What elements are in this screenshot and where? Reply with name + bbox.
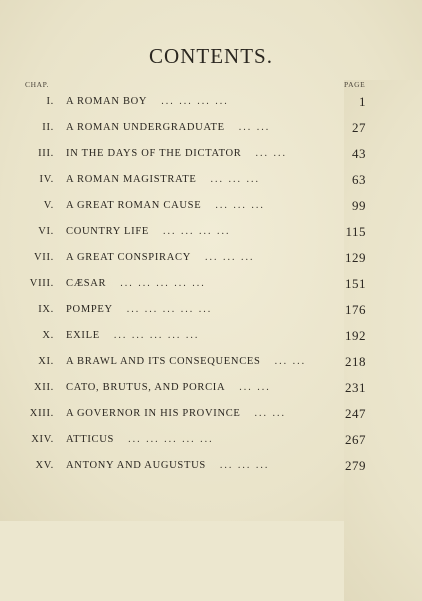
leader-dots: ... ... ... ... ... bbox=[128, 434, 214, 445]
chapter-title-line bbox=[66, 278, 206, 289]
chapter-title-line bbox=[66, 122, 270, 133]
chapter-title: A GREAT ROMAN CAUSE bbox=[66, 200, 202, 211]
chapter-title: A ROMAN BOY bbox=[66, 96, 148, 107]
chapter-title: A ROMAN UNDERGRADUATE bbox=[66, 122, 225, 133]
leader-dots: ... ... ... bbox=[205, 252, 255, 263]
page-column-header: PAGE bbox=[344, 80, 422, 601]
leader-dots: ... ... bbox=[254, 408, 287, 419]
toc-entry bbox=[0, 220, 422, 246]
leader-dots: ... ... ... bbox=[210, 174, 260, 185]
toc-entry bbox=[0, 350, 422, 376]
chapter-title-line bbox=[66, 382, 271, 393]
leader-dots: ... ... ... bbox=[219, 460, 270, 471]
toc-entry bbox=[0, 90, 422, 116]
toc-entry bbox=[0, 298, 422, 324]
page-number: 267 bbox=[345, 432, 366, 447]
toc-entry bbox=[0, 402, 422, 428]
chapter-title-line bbox=[66, 408, 286, 419]
chapter-number: XI. bbox=[38, 356, 54, 367]
toc-entry bbox=[0, 246, 422, 272]
chapter-title: ATTICUS bbox=[66, 434, 115, 445]
page-number: 218 bbox=[345, 354, 366, 369]
chapter-title: CÆSAR bbox=[66, 278, 107, 289]
page-number: 176 bbox=[345, 302, 366, 317]
chapter-title: A GREAT CONSPIRACY bbox=[66, 252, 192, 263]
chapter-number: I. bbox=[46, 96, 54, 107]
page-number: 63 bbox=[352, 172, 366, 187]
page-number: 115 bbox=[345, 224, 366, 239]
chapter-title: POMPEY bbox=[66, 304, 113, 315]
chapter-number: XIV. bbox=[31, 434, 54, 445]
page-number: 1 bbox=[359, 94, 366, 109]
page-number: 231 bbox=[345, 380, 366, 395]
leader-dots: ... ... ... ... bbox=[162, 226, 231, 237]
page-number: 27 bbox=[352, 120, 366, 135]
chapter-title: EXILE bbox=[66, 330, 100, 341]
chapter-title: A ROMAN MAGISTRATE bbox=[66, 174, 197, 185]
toc-entry bbox=[0, 324, 422, 350]
chapter-title: CATO, BRUTUS, AND PORCIA bbox=[66, 382, 226, 393]
toc-entry bbox=[0, 116, 422, 142]
toc-entry bbox=[0, 428, 422, 454]
page-title: CONTENTS. bbox=[149, 44, 273, 68]
chapter-number: VII. bbox=[33, 252, 54, 263]
chapter-title-line bbox=[66, 330, 199, 341]
chapter-title-line bbox=[66, 460, 269, 471]
chapter-title-line bbox=[66, 434, 214, 445]
chapter-number: II. bbox=[42, 122, 54, 133]
chapter-number: V. bbox=[43, 200, 54, 211]
page-number: 151 bbox=[345, 276, 366, 291]
page-number: 99 bbox=[352, 198, 366, 213]
leader-dots: ... ... ... bbox=[215, 200, 265, 211]
chapter-title-line bbox=[66, 356, 306, 367]
leader-dots: ... ... ... ... ... bbox=[120, 278, 206, 289]
chapter-number: IV. bbox=[39, 174, 54, 185]
chapter-title: ANTONY AND AUGUSTUS bbox=[66, 460, 206, 471]
page-number: 43 bbox=[352, 146, 366, 161]
chapter-number: IX. bbox=[38, 304, 54, 315]
page-number: 247 bbox=[345, 406, 366, 421]
page-number: 192 bbox=[345, 328, 366, 343]
leader-dots: ... ... bbox=[238, 122, 271, 133]
chapter-title-line bbox=[66, 174, 260, 185]
chapter-number: X. bbox=[42, 330, 54, 341]
chapter-column-header: CHAP. bbox=[25, 80, 50, 89]
chapter-title: A GOVERNOR IN HIS PROVINCE bbox=[66, 408, 241, 419]
chapter-title-line bbox=[66, 252, 255, 263]
leader-dots: ... ... bbox=[255, 148, 287, 159]
page-number: 129 bbox=[345, 250, 366, 265]
leader-dots: ... ... bbox=[239, 382, 271, 393]
leader-dots: ... ... ... ... bbox=[161, 96, 229, 107]
chapter-title-line bbox=[66, 96, 229, 107]
chapter-number: XIII. bbox=[29, 408, 54, 419]
chapter-number: VIII. bbox=[29, 278, 54, 289]
page-number: 279 bbox=[345, 458, 366, 473]
toc-entry bbox=[0, 376, 422, 402]
leader-dots: ... ... bbox=[274, 356, 307, 367]
chapter-title-line bbox=[66, 304, 212, 315]
chapter-title-line bbox=[66, 148, 287, 159]
chapter-title: IN THE DAYS OF THE DICTATOR bbox=[66, 148, 242, 159]
toc-entry bbox=[0, 168, 422, 194]
chapter-number: XV. bbox=[35, 460, 54, 471]
toc-entry bbox=[0, 272, 422, 298]
chapter-title: COUNTRY LIFE bbox=[66, 226, 149, 237]
chapter-number: III. bbox=[38, 148, 54, 159]
chapter-number: VI. bbox=[38, 226, 54, 237]
chapter-title: A BRAWL AND ITS CONSEQUENCES bbox=[66, 356, 261, 367]
chapter-title-line bbox=[66, 200, 265, 211]
toc-entry bbox=[0, 142, 422, 168]
leader-dots: ... ... ... ... ... bbox=[126, 304, 213, 315]
toc-entry bbox=[0, 194, 422, 220]
chapter-number: XII. bbox=[33, 382, 54, 393]
toc-entry bbox=[0, 454, 422, 480]
leader-dots: ... ... ... ... ... bbox=[113, 330, 200, 341]
chapter-title-line bbox=[66, 226, 230, 237]
